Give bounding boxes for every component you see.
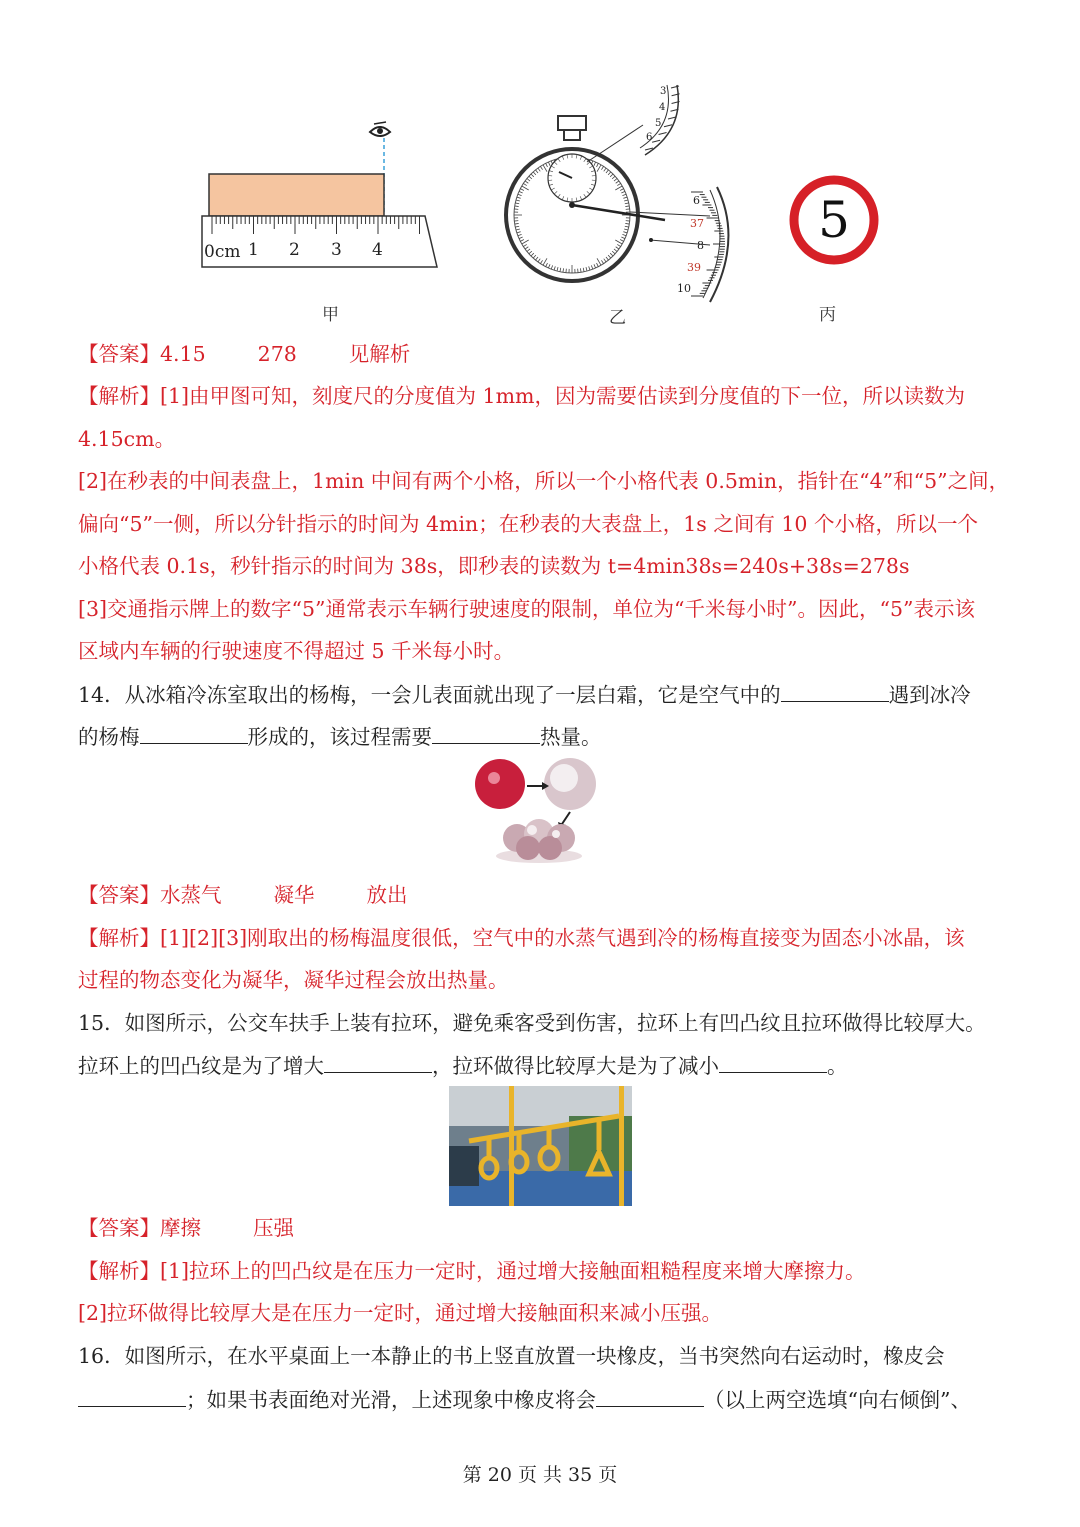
stopwatch-figure <box>495 80 745 305</box>
q13-answer <box>78 339 410 369</box>
page-number-footer: 第 20 页 共 35 页 <box>462 1464 618 1486</box>
q16-question-line: ；如果书表面绝对光滑，上述现象中橡皮将会 （以上两空选填“向右倾倒”、 <box>78 1384 971 1415</box>
answer-value: 凝华 <box>273 883 315 907</box>
main-label-8: 8 <box>697 239 704 252</box>
main-label-39: 39 <box>687 261 701 274</box>
answer-blank <box>324 1050 432 1073</box>
ruler-tick-1: 1 <box>248 240 259 260</box>
q14-analysis-line: 过程的物态变化为凝华，凝华过程会放出热量。 <box>78 968 509 992</box>
caption-jia: 甲 <box>322 305 339 325</box>
q13-analysis-line: 偏向“5”一侧，所以分针指示的时间为 4min；在秒表的大表盘上，1s 之间有 10 个小格，所以一个 <box>78 512 978 536</box>
answer-label: 【答案】 <box>78 883 160 907</box>
q14-analysis-line: 【解析】[1][2][3]刚取出的杨梅温度很低，空气中的水蒸气遇到冷的杨梅直接变为固态小冰晶，该 <box>78 926 965 950</box>
main-label-37: 37 <box>690 217 704 230</box>
speed-limit-number: 5 <box>818 191 850 249</box>
ruler-tick-4: 4 <box>372 240 383 260</box>
subdial-label-3: 3 <box>660 86 667 97</box>
caption-bing: 丙 <box>819 305 836 325</box>
answer-value: 摩擦 <box>160 1216 201 1240</box>
q15-analysis-line: [2]拉环做得比较厚大是在压力一定时，通过增大接触面积来减小压强。 <box>78 1301 723 1325</box>
answer-label: 【答案】 <box>78 342 160 366</box>
caption-yi: 乙 <box>609 308 626 328</box>
q13-analysis-line: [3]交通指示牌上的数字“5”通常表示车辆行驶速度的限制，单位为“千米每小时”。因此，“5”表示该 <box>78 597 976 621</box>
eye-icon <box>370 122 390 136</box>
q15-answer <box>78 1213 294 1243</box>
ruler-tick-2: 2 <box>289 240 300 260</box>
answer-blank <box>596 1384 704 1407</box>
answer-blank <box>78 1384 186 1407</box>
q13-analysis-line: [2]在秒表的中间表盘上，1min 中间有两个小格，所以一个小格代表 0.5min，指针在“4”和“5”之间， <box>78 469 1010 493</box>
speed-limit-sign <box>788 174 880 266</box>
measured-block <box>209 174 384 216</box>
ruler-tick-3: 3 <box>331 240 342 260</box>
q14-question-line: 的杨梅 形成的，该过程需要 热量。 <box>78 721 602 752</box>
answer-value: 见解析 <box>348 342 411 366</box>
ruler-figure <box>190 110 450 280</box>
answer-value: 放出 <box>366 883 408 907</box>
q14-answer <box>78 880 408 910</box>
subdial-label-4: 4 <box>659 102 666 113</box>
subdial-label-5: 5 <box>655 118 662 129</box>
answer-blank <box>140 721 248 744</box>
q13-analysis-line: 4.15cm。 <box>78 427 176 451</box>
frosted-bayberry-image <box>472 756 607 866</box>
bus-handles-image <box>449 1086 632 1206</box>
q13-analysis-line: 小格代表 0.1s，秒针指示的时间为 38s，即秒表的读数为 t=4min38s=240s+38s=278s <box>78 554 910 578</box>
analysis-label: 【解析】 <box>78 1259 160 1283</box>
answer-blank <box>719 1050 827 1073</box>
q13-analysis-line: 【解析】[1]由甲图可知，刻度尺的分度值为 1mm，因为需要估读到分度值的下一位，所以读数为 <box>78 384 965 408</box>
analysis-label: 【解析】 <box>78 384 160 408</box>
answer-value: 水蒸气 <box>160 883 222 907</box>
analysis-label: 【解析】 <box>78 926 160 950</box>
answer-value: 4.15 <box>160 342 206 366</box>
q15-question-line: 拉环上的凹凸纹是为了增大 ，拉环做得比较厚大是为了减小 。 <box>78 1050 848 1081</box>
q15-question-line: 15．如图所示，公交车扶手上装有拉环，避免乘客受到伤害，拉环上有凹凸纹且拉环做得比较厚大。 <box>78 1011 986 1035</box>
q16-question-line: 16．如图所示，在水平桌面上一本静止的书上竖直放置一块橡皮，当书突然向右运动时，橡皮会 <box>78 1344 945 1368</box>
answer-value: 278 <box>257 342 297 366</box>
answer-value: 压强 <box>253 1216 294 1240</box>
answer-blank <box>781 679 889 702</box>
subdial-label-6: 6 <box>646 132 653 143</box>
answer-blank <box>432 721 540 744</box>
q15-analysis-line: 【解析】[1]拉环上的凹凸纹是在压力一定时，通过增大接触面粗糙程度来增大摩擦力。 <box>78 1259 866 1283</box>
ruler-unit-label: 0cm <box>204 242 241 262</box>
answer-label: 【答案】 <box>78 1216 160 1240</box>
main-label-10: 10 <box>677 282 691 295</box>
main-label-6: 6 <box>693 194 700 207</box>
q13-analysis-line: 区域内车辆的行驶速度不得超过 5 千米每小时。 <box>78 639 515 663</box>
q14-question-line: 14．从冰箱冷冻室取出的杨梅，一会儿表面就出现了一层白霜，它是空气中的 遇到冰冷 <box>78 679 971 710</box>
